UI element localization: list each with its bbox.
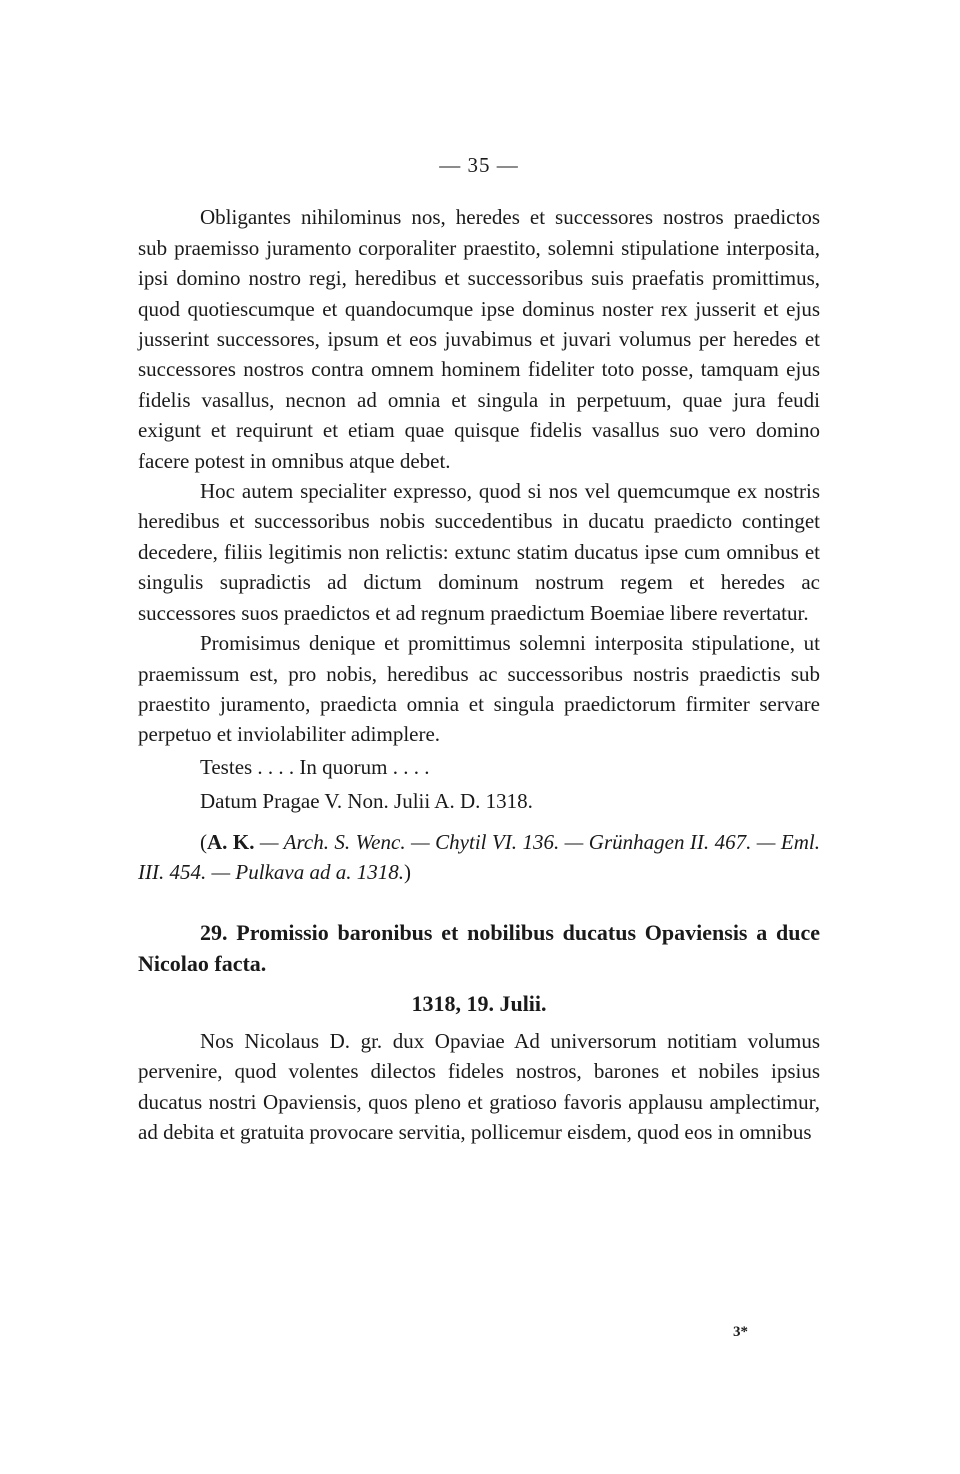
document-heading bbox=[138, 917, 820, 979]
document-date: 1318, 19. Julii. bbox=[411, 991, 547, 1017]
paragraph-obligantes: Obligantes nihilominus nos, heredes et successores nostros praedictos sub praemisso juramento corporaliter praestito, solemni stipulatione interposita, ipsi domino nostro regi, heredibus et successoribus suis praefatis promittimus, quod quotiescumque et quandocumque ipse dominus noster rex jusserit et ejus jusserint successores, ipsum et eos juvabimus et juvari volumus per heredes et successores nostros contra omnem hominem fideliter toto posse, tamquam ejus fidelis vasallus, necnon ad omnia et singula in perpetuum, quae jura feudi exigunt et requirunt et etiam quae quisque fidelis vasallus suo vero domino facere potest in omnibus atque debet. bbox=[138, 205, 820, 473]
document-text: Nos Nicolaus D. gr. dux Opaviae Ad universorum notitiam volumus pervenire, quod volentes dilectos fideles nostros, barones et nobiles ipsius ducatus nostri Opaviensis, quos pleno et gratioso favoris applausu amplectimur, ad debita et gratuita provocare servitia, pollicemur eisdem, quod eos in omnibus bbox=[138, 1028, 820, 1144]
document-title: Promissio baronibus et nobilibus ducatus Opaviensis a duce Nicolao facta. bbox=[138, 920, 821, 977]
source-ak: A. K. bbox=[207, 829, 255, 854]
document-number: 29. bbox=[200, 920, 228, 946]
source-open-paren: ( bbox=[200, 829, 207, 854]
paragraph-promisimus: Promisimus denique et promittimus solemni interposita stipulatione, ut praemissum est, pro nobis, heredibus ac successoribus nostris praedictis sub praestito juramento, praedicta omnia et singula praedictorum firmiter servare perpetuo et inviolabiliter adimplere. bbox=[138, 631, 820, 747]
page-body bbox=[138, 150, 820, 1147]
paragraph-hoc-autem: Hoc autem specialiter expresso, quod si nos vel quemcumque ex nostris heredibus et successoribus nobis succedentibus in ducatu praedicto continget decedere, filiis legitimis non relictis: extunc statim ducatus ipse cum omnibus et singulis supradictis ad dictum dominum nostrum regem et heredes ac successores suos praedictos et ad regnum praedictum Boemiae libere revertatur. bbox=[138, 479, 820, 625]
source-close-paren: ) bbox=[403, 859, 411, 884]
testes-line: Testes . . . . In quorum . . . . bbox=[200, 754, 430, 779]
signature-mark: 3* bbox=[733, 1324, 748, 1340]
page-number: — 35 — bbox=[439, 153, 519, 177]
source-references: — Arch. S. Wenc. — Chytil VI. 136. — Grünhagen II. 467. — Eml. III. 454. — Pulkava ad a. 1318. bbox=[138, 829, 821, 884]
datum-line: Datum Pragae V. Non. Julii A. D. 1318. bbox=[200, 789, 533, 814]
source-citation bbox=[138, 827, 820, 888]
